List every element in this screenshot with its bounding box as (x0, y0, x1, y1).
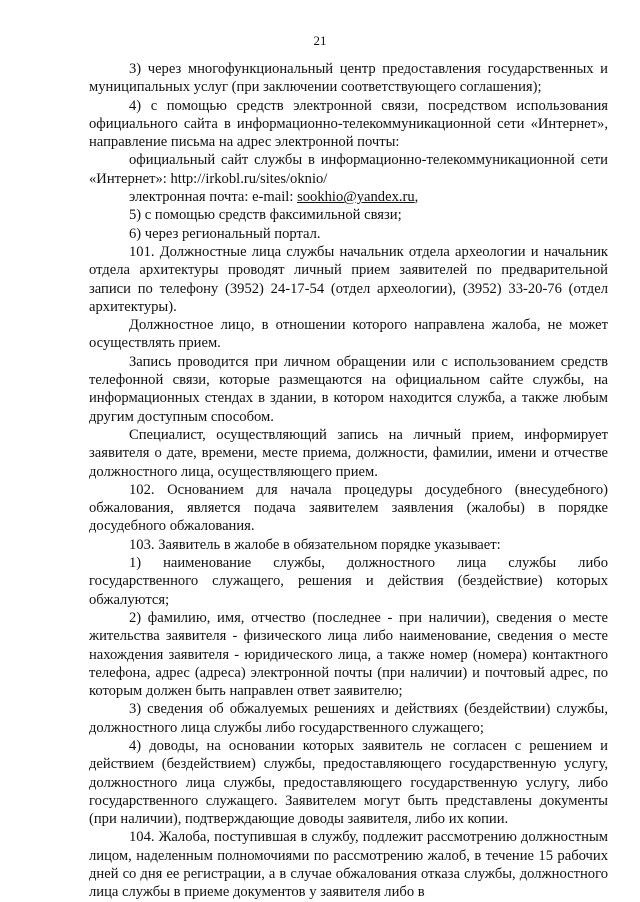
paragraph-email (89, 188, 608, 206)
paragraph-item-3: 3) через многофункциональный центр предоставления государственных и муниципальных услуг (при заключении соответствующего соглашения); (89, 61, 608, 96)
paragraph-101: 101. Должностные лица службы начальник отдела археологии и начальник отдела архитектуры проводят личный прием заявителей по предварительной записи по телефону (3952) 24-17-54 (отдел археологии), (3952) 33-20-76 (отдел архитектуры). (89, 243, 608, 315)
document-body (89, 60, 608, 902)
paragraph-104: 104. Жалоба, поступившая в службу, подлежит рассмотрению должностным лицом, наделенным полномочиями по рассмотрению жалоб, в течение 15 рабочих дней со дня ее регистрации, а в случае обжалования отказа службы, должностного лица службы в приеме документов у заявителя либо в (89, 829, 608, 901)
paragraph-101-reception: Должностное лицо, в отношении которого направлена жалоба, не может осуществлять прием. (89, 317, 608, 352)
email-prefix: электронная почта: e-mail: (129, 189, 298, 206)
paragraph-101-booking: Запись проводится при личном обращении или с использованием средств телефонной связи, которые размещаются на официальном сайте службы, на информационных стендах в здании, в котором находится служба, а также любым другим доступным способом. (89, 353, 608, 425)
paragraph-101-specialist: Специалист, осуществляющий запись на личный прием, информирует заявителя о дате, времени, месте приема, должности, фамилии, имени и отчестве должностного лица, осуществляющего прием. (89, 426, 608, 480)
paragraph-102: 102. Основанием для начала процедуры досудебного (внесудебного) обжалования, является подача заявителем заявления (жалобы) в порядке досудебного обжалования. (89, 481, 608, 535)
paragraph-official-site: официальный сайт службы в информационно-телекоммуникационной сети «Интернет»: http://irkobl.ru/sites/oknio/ (89, 152, 608, 187)
paragraph-103-item-3: 3) сведения об обжалуемых решениях и действиях (бездействии) службы, должностного лица службы либо государственного служащего; (89, 701, 608, 736)
paragraph-103: 103. Заявитель в жалобе в обязательном порядке указывает: (129, 536, 501, 553)
paragraph-103-item-2: 2) фамилию, имя, отчество (последнее - при наличии), сведения о месте жительства заявителя - физического лица либо наименование, сведения о месте нахождения заявителя - юридического лица, а также номер (номера) контактного телефона, адрес (адреса) электронной почты (при наличии) и почтовый адрес, по которым должен быть направлен ответ заявителю; (89, 609, 608, 700)
paragraph-item-4: 4) с помощью средств электронной связи, посредством использования официального сайта в информационно-телекоммуникационной сети «Интернет», направление письма на адрес электронной почты: (89, 97, 608, 151)
paragraph-103-item-4: 4) доводы, на основании которых заявитель не согласен с решением и действием (бездействием) службы, предоставляющего государственную услугу, должностного лица службы, предоставляющего государственную услугу, либо государственного служащего. Заявителем могут быть представлены документы (при наличии), подтверждающие доводы заявителя, либо их копии. (89, 737, 608, 828)
email-suffix: , (414, 189, 419, 206)
paragraph-item-5: 5) с помощью средств факсимильной связи; (129, 207, 402, 224)
page-number: 21 (313, 33, 327, 48)
email-link[interactable]: sookhio@yandex.ru (297, 189, 415, 206)
paragraph-item-6: 6) через региональный портал. (129, 225, 321, 242)
paragraph-103-item-1: 1) наименование службы, должностного лица службы либо государственного служащего, решения и действия (бездействие) которых обжалуются; (89, 555, 608, 608)
